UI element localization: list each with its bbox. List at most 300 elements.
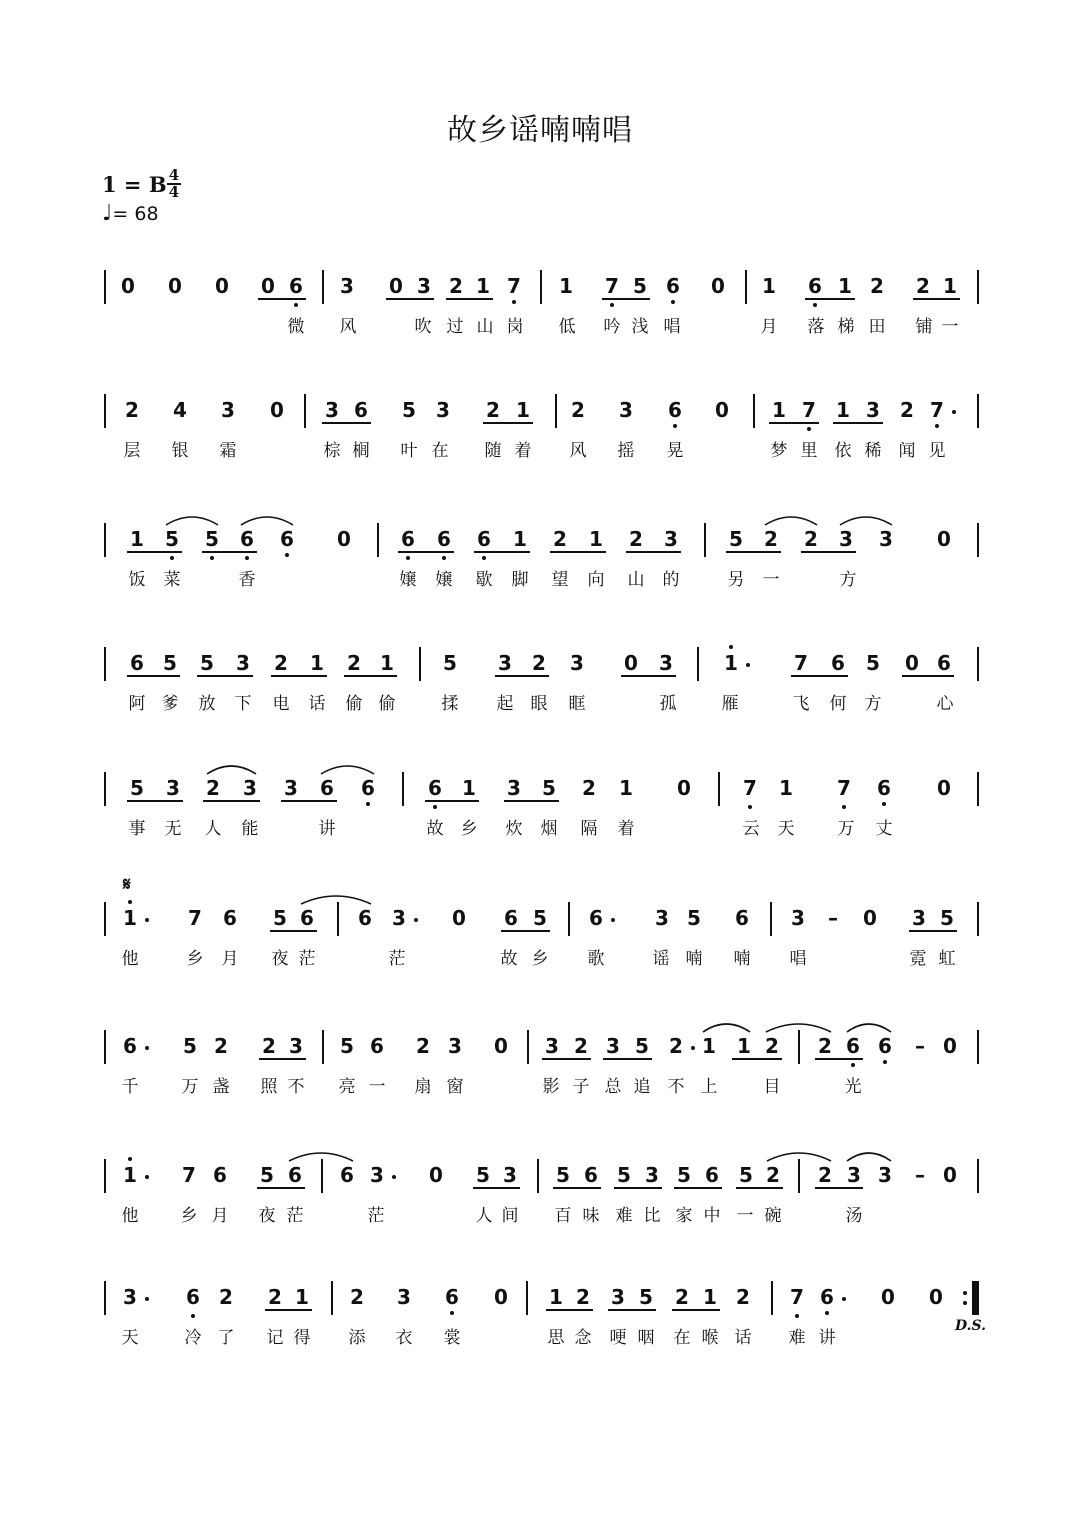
score-note: 3 xyxy=(791,906,805,930)
barline xyxy=(977,1030,979,1064)
barline xyxy=(104,772,106,806)
lyric-char: 方 xyxy=(864,694,882,714)
score-note: 3 xyxy=(545,1034,559,1058)
lyric-char: 讲 xyxy=(318,819,336,839)
lyric-char: 故 xyxy=(500,949,518,969)
score-note: 3 xyxy=(879,527,893,551)
barline xyxy=(537,1159,539,1193)
barline xyxy=(304,394,306,428)
lyric-char: 天 xyxy=(777,819,795,839)
score-note: 3 xyxy=(866,398,880,422)
lyric-char: 目 xyxy=(763,1077,781,1097)
lyric-char: 不 xyxy=(667,1077,685,1097)
lyric-char: 下 xyxy=(234,694,252,714)
lyric-char: 乡 xyxy=(180,1206,198,1226)
lyric-char: 棕 xyxy=(323,441,341,461)
score-note: 1 xyxy=(123,906,137,930)
lower-octave-dot xyxy=(442,556,446,560)
barline xyxy=(104,647,106,681)
barline xyxy=(419,647,421,681)
lyric-char: 话 xyxy=(308,694,326,714)
beam-underline xyxy=(446,298,493,300)
lyric-char: 电 xyxy=(272,694,290,714)
lyric-char: 的 xyxy=(662,570,680,590)
lyric-char: 阿 xyxy=(128,694,146,714)
score-note: 3 xyxy=(655,906,669,930)
lyric-char: 唱 xyxy=(663,317,681,337)
score-note: 1 xyxy=(516,398,530,422)
score-note: 0 xyxy=(937,527,951,551)
score-note: 0 xyxy=(261,274,275,298)
beam-underline xyxy=(202,551,257,553)
score-note: 5 xyxy=(639,1285,653,1309)
score-note: 5 xyxy=(533,906,547,930)
score-note: 1 xyxy=(130,527,144,551)
lyric-char: 中 xyxy=(703,1206,721,1226)
score-note: 2 xyxy=(532,651,546,675)
score-note: 0 xyxy=(943,1034,957,1058)
lyric-char: 岗 xyxy=(506,317,524,337)
score-note: 6 xyxy=(589,906,603,930)
lyric-char: 乡 xyxy=(186,949,204,969)
beam-underline xyxy=(281,800,337,802)
score-note: 3 xyxy=(503,1163,517,1187)
beam-underline xyxy=(386,298,434,300)
score-note: 2 xyxy=(900,398,914,422)
lyric-char: 心 xyxy=(936,694,954,714)
lyric-char: 间 xyxy=(501,1206,519,1226)
slur xyxy=(845,1149,893,1163)
lower-octave-dot xyxy=(512,300,516,304)
score-note: 6 xyxy=(320,776,334,800)
score-note: 0 xyxy=(215,274,229,298)
lyric-char: 总 xyxy=(604,1077,622,1097)
lyric-char: 起 xyxy=(496,694,514,714)
augmentation-dot xyxy=(691,1046,695,1050)
score-note: 3 xyxy=(606,1034,620,1058)
score-note: 2 xyxy=(765,1034,779,1058)
beam-underline xyxy=(270,930,317,932)
lyric-char: 虹 xyxy=(938,949,956,969)
lyric-char: 方 xyxy=(839,570,857,590)
lyric-char: 万 xyxy=(837,819,855,839)
score-note: 6 xyxy=(354,398,368,422)
score-note: 5 xyxy=(200,651,214,675)
score-note: 1 xyxy=(462,776,476,800)
tempo-text: = 68 xyxy=(112,203,159,225)
score-note: 5 xyxy=(273,906,287,930)
score-note: 6 xyxy=(846,1034,860,1058)
slur xyxy=(763,513,819,527)
score-note: 3 xyxy=(570,651,584,675)
lyric-char: 闻 xyxy=(898,441,916,461)
score-note: 1 xyxy=(380,651,394,675)
score-note: 4 xyxy=(173,398,187,422)
lower-octave-dot xyxy=(813,303,817,307)
lyric-char: 得 xyxy=(293,1328,311,1348)
barline xyxy=(104,394,106,428)
score-note: 2 xyxy=(916,274,930,298)
score-note: 6 xyxy=(937,651,951,675)
score-note: 6 xyxy=(370,1034,384,1058)
lyric-char: 能 xyxy=(241,819,259,839)
score-note: 1 xyxy=(702,1034,716,1058)
barline xyxy=(321,1159,323,1193)
score-note: 3 xyxy=(912,906,926,930)
lyric-char: 吟 xyxy=(603,317,621,337)
lyric-char: 他 xyxy=(121,949,139,969)
score-note: 6 xyxy=(808,274,822,298)
score-note: 3 xyxy=(243,776,257,800)
lower-octave-dot xyxy=(285,553,289,557)
score-note: 3 xyxy=(878,1163,892,1187)
score-note: 3 xyxy=(284,776,298,800)
beam-underline xyxy=(626,551,681,553)
score-note: 1 xyxy=(703,1285,717,1309)
lower-octave-dot xyxy=(935,424,939,428)
lower-octave-dot xyxy=(842,805,846,809)
score-note: 7 xyxy=(790,1285,804,1309)
lyric-char: 何 xyxy=(829,694,847,714)
lower-octave-dot xyxy=(406,556,410,560)
lyric-char: 谣 xyxy=(652,949,670,969)
score-note: 0 xyxy=(624,651,638,675)
lyric-char: 月 xyxy=(221,949,239,969)
beam-underline xyxy=(602,298,650,300)
lyric-char: 乡 xyxy=(460,819,478,839)
barline xyxy=(977,902,979,936)
lower-octave-dot xyxy=(170,556,174,560)
beam-underline xyxy=(501,930,550,932)
score-row xyxy=(0,1030,1080,1120)
score-note: 6 xyxy=(358,906,372,930)
beam-underline xyxy=(913,298,960,300)
score-note: 6 xyxy=(223,906,237,930)
score-note: 5 xyxy=(402,398,416,422)
slur xyxy=(838,513,894,527)
score-note: 3 xyxy=(417,274,431,298)
lyric-char: 微 xyxy=(287,317,305,337)
slur xyxy=(701,1020,752,1034)
lyric-char: 风 xyxy=(569,441,587,461)
score-note: 2 xyxy=(449,274,463,298)
score-note: 5 xyxy=(739,1163,753,1187)
lyric-char: 晃 xyxy=(666,441,684,461)
barline xyxy=(568,902,570,936)
lyric-char: 子 xyxy=(572,1077,590,1097)
barline xyxy=(977,1159,979,1193)
lyric-char: 风 xyxy=(339,317,357,337)
beam-underline xyxy=(608,1309,656,1311)
augmentation-dot xyxy=(145,1297,149,1301)
score-note: 1 xyxy=(513,527,527,551)
lyric-char: 梦 xyxy=(770,441,788,461)
beam-underline xyxy=(398,551,454,553)
score-note: 5 xyxy=(940,906,954,930)
beam-underline xyxy=(550,551,606,553)
score-note: 6 xyxy=(213,1163,227,1187)
barline xyxy=(798,1159,800,1193)
lyric-char: 夜 xyxy=(271,949,289,969)
score-note: 5 xyxy=(340,1034,354,1058)
beam-underline xyxy=(259,1058,306,1060)
lyric-char: 他 xyxy=(121,1206,139,1226)
beam-underline xyxy=(127,551,182,553)
lyric-char: 雁 xyxy=(721,694,739,714)
score-note: 2 xyxy=(268,1285,282,1309)
final-repeat-barline xyxy=(972,1281,977,1315)
time-signature xyxy=(166,168,182,200)
lyric-char: 望 xyxy=(551,570,569,590)
score-note: 1 xyxy=(310,651,324,675)
lyric-char: 故 xyxy=(426,819,444,839)
score-note: 2 xyxy=(736,1285,750,1309)
score-note: 0 xyxy=(270,398,284,422)
score-note: 3 xyxy=(498,651,512,675)
score-note: 3 xyxy=(166,776,180,800)
score-note: 1 xyxy=(619,776,633,800)
score-note: 2 xyxy=(576,1285,590,1309)
lyric-char: 照 xyxy=(260,1077,278,1097)
score-note: 6 xyxy=(445,1285,459,1309)
lyric-char: 眼 xyxy=(530,694,548,714)
score-note: 5 xyxy=(476,1163,490,1187)
lyric-char: 脚 xyxy=(511,570,529,590)
score-row xyxy=(0,394,1080,484)
lyric-char: 咽 xyxy=(637,1328,655,1348)
score-note: 2 xyxy=(574,1034,588,1058)
lyric-char: 烟 xyxy=(540,819,558,839)
score-note: 1 xyxy=(123,1163,137,1187)
score-note: 2 xyxy=(629,527,643,551)
beam-underline xyxy=(621,675,676,677)
lower-octave-dot xyxy=(825,1311,829,1315)
lyric-char: 追 xyxy=(633,1077,651,1097)
score-note: 5 xyxy=(183,1034,197,1058)
score-row xyxy=(0,270,1080,360)
beam-underline xyxy=(474,551,530,553)
score-note: 3 xyxy=(325,398,339,422)
score-note: 7 xyxy=(743,776,757,800)
score-note: 2 xyxy=(675,1285,689,1309)
lyric-char: 落 xyxy=(807,317,825,337)
score-note: 0 xyxy=(121,274,135,298)
lyric-char: 喃 xyxy=(685,949,703,969)
score-note: 2 xyxy=(125,398,139,422)
barline xyxy=(402,772,404,806)
lyric-char: 层 xyxy=(123,441,141,461)
barline xyxy=(745,270,747,304)
score-note: – xyxy=(828,906,838,930)
augmentation-dot xyxy=(842,1297,846,1301)
barline xyxy=(331,1281,333,1315)
lyric-char: 喉 xyxy=(701,1328,719,1348)
lyric-char: 山 xyxy=(627,570,645,590)
lyric-char: 一 xyxy=(941,317,959,337)
score-note: 1 xyxy=(559,274,573,298)
lyric-char: 另 xyxy=(727,570,745,590)
beam-underline xyxy=(553,1187,601,1189)
score-note: 2 xyxy=(416,1034,430,1058)
slur xyxy=(319,762,376,776)
lyric-char: 嬢 xyxy=(435,570,453,590)
lyric-char: 依 xyxy=(834,441,852,461)
score-note: 6 xyxy=(130,651,144,675)
lyric-char: 事 xyxy=(128,819,146,839)
lyric-char: 难 xyxy=(788,1328,806,1348)
augmentation-dot xyxy=(952,410,956,414)
score-note: 6 xyxy=(477,527,491,551)
meter-top: 4 xyxy=(168,166,180,184)
score-note: 5 xyxy=(556,1163,570,1187)
score-note: 5 xyxy=(687,906,701,930)
lyric-char: 一 xyxy=(762,570,780,590)
lyric-char: 难 xyxy=(615,1206,633,1226)
score-note: 3 xyxy=(645,1163,659,1187)
lyric-char: 喃 xyxy=(733,949,751,969)
score-note: 5 xyxy=(866,651,880,675)
score-note: 7 xyxy=(188,906,202,930)
lyric-char: 盏 xyxy=(212,1077,230,1097)
beam-underline xyxy=(271,675,327,677)
score-note: 2 xyxy=(764,527,778,551)
beam-underline xyxy=(791,675,848,677)
barline xyxy=(104,270,106,304)
score-note: 0 xyxy=(715,398,729,422)
lyric-char: 着 xyxy=(514,441,532,461)
lyric-char: 乡 xyxy=(531,949,549,969)
score-note: 0 xyxy=(937,776,951,800)
beam-underline xyxy=(614,1187,662,1189)
score-note: 5 xyxy=(542,776,556,800)
lyric-char: 衣 xyxy=(395,1328,413,1348)
quarter-note-icon: ♩ xyxy=(102,201,113,226)
lyric-char: 念 xyxy=(574,1328,592,1348)
score-note: 2 xyxy=(582,776,596,800)
beam-underline xyxy=(736,1187,783,1189)
score-note: 3 xyxy=(619,398,633,422)
beam-underline xyxy=(815,1058,863,1060)
beam-underline xyxy=(909,930,957,932)
lyric-char: 铺 xyxy=(915,317,933,337)
score-note: 6 xyxy=(666,274,680,298)
repeat-dot xyxy=(963,1301,967,1305)
lyric-char: 梯 xyxy=(837,317,855,337)
lyric-char: 亮 xyxy=(338,1077,356,1097)
lyric-char: 孤 xyxy=(659,694,677,714)
score-note: 1 xyxy=(772,398,786,422)
score-note: 5 xyxy=(633,274,647,298)
lyric-char: 茫 xyxy=(388,949,406,969)
lyric-char: 饭 xyxy=(128,570,146,590)
score-note: 0 xyxy=(863,906,877,930)
score-note: 6 xyxy=(401,527,415,551)
beam-underline xyxy=(344,675,397,677)
lyric-char: 人 xyxy=(204,819,222,839)
lower-octave-dot xyxy=(191,1314,195,1318)
beam-underline xyxy=(127,675,180,677)
lower-octave-dot xyxy=(210,556,214,560)
lyric-char: 夜 xyxy=(258,1206,276,1226)
score-note: 7 xyxy=(837,776,851,800)
lyric-char: 在 xyxy=(431,441,449,461)
score-note: 5 xyxy=(443,651,457,675)
score-note: 2 xyxy=(571,398,585,422)
lower-octave-dot xyxy=(482,556,486,560)
score-note: 2 xyxy=(206,776,220,800)
score-note: 6 xyxy=(280,527,294,551)
beam-underline xyxy=(197,675,253,677)
beam-underline xyxy=(127,800,183,802)
lyric-char: 榈 xyxy=(352,441,370,461)
barline xyxy=(977,523,979,557)
lyric-char: 家 xyxy=(675,1206,693,1226)
lower-octave-dot xyxy=(883,1060,887,1064)
slur xyxy=(765,1149,833,1163)
repeat-dot xyxy=(963,1291,967,1295)
barline xyxy=(718,772,720,806)
lyric-char: 茫 xyxy=(367,1206,385,1226)
song-title: 故乡谣喃喃唱 xyxy=(447,113,633,148)
barline xyxy=(977,394,979,428)
score-note: 2 xyxy=(274,651,288,675)
lyric-char: 一 xyxy=(736,1206,754,1226)
score-note: 1 xyxy=(762,274,776,298)
lyric-char: 菜 xyxy=(163,570,181,590)
score-row xyxy=(0,523,1080,613)
score-note: 3 xyxy=(289,1034,303,1058)
score-note: 1 xyxy=(724,651,738,675)
score-row xyxy=(0,1159,1080,1249)
score-note: 3 xyxy=(392,906,406,930)
score-note: 0 xyxy=(677,776,691,800)
lyric-char: 味 xyxy=(582,1206,600,1226)
augmentation-dot xyxy=(145,918,149,922)
score-note: 0 xyxy=(494,1285,508,1309)
barline xyxy=(527,1030,529,1064)
barline xyxy=(977,647,979,681)
score-note: 3 xyxy=(839,527,853,551)
lyric-char: 揉 xyxy=(441,694,459,714)
score-note: 7 xyxy=(605,274,619,298)
lyric-char: 霓 xyxy=(909,949,927,969)
score-note: 2 xyxy=(219,1285,233,1309)
lyric-char: 千 xyxy=(121,1077,139,1097)
barline xyxy=(526,1281,528,1315)
beam-underline xyxy=(258,298,306,300)
augmentation-dot xyxy=(611,918,615,922)
augmentation-dot xyxy=(392,1175,396,1179)
score-note: 6 xyxy=(300,906,314,930)
lyric-char: 无 xyxy=(164,819,182,839)
barline xyxy=(104,523,106,557)
barline xyxy=(540,270,542,304)
score-note: 3 xyxy=(611,1285,625,1309)
beam-underline xyxy=(495,675,549,677)
beam-underline xyxy=(425,800,479,802)
score-note: 6 xyxy=(877,776,891,800)
lyric-char: 稀 xyxy=(864,441,882,461)
key-text: 1 = B xyxy=(102,172,167,197)
score-row xyxy=(0,1281,1080,1371)
score-note: 7 xyxy=(930,398,944,422)
lyric-char: 歌 xyxy=(587,949,605,969)
slur xyxy=(287,1149,355,1163)
beam-underline xyxy=(603,1058,652,1060)
barline xyxy=(697,647,699,681)
lyric-char: 隔 xyxy=(580,819,598,839)
barline xyxy=(377,523,379,557)
